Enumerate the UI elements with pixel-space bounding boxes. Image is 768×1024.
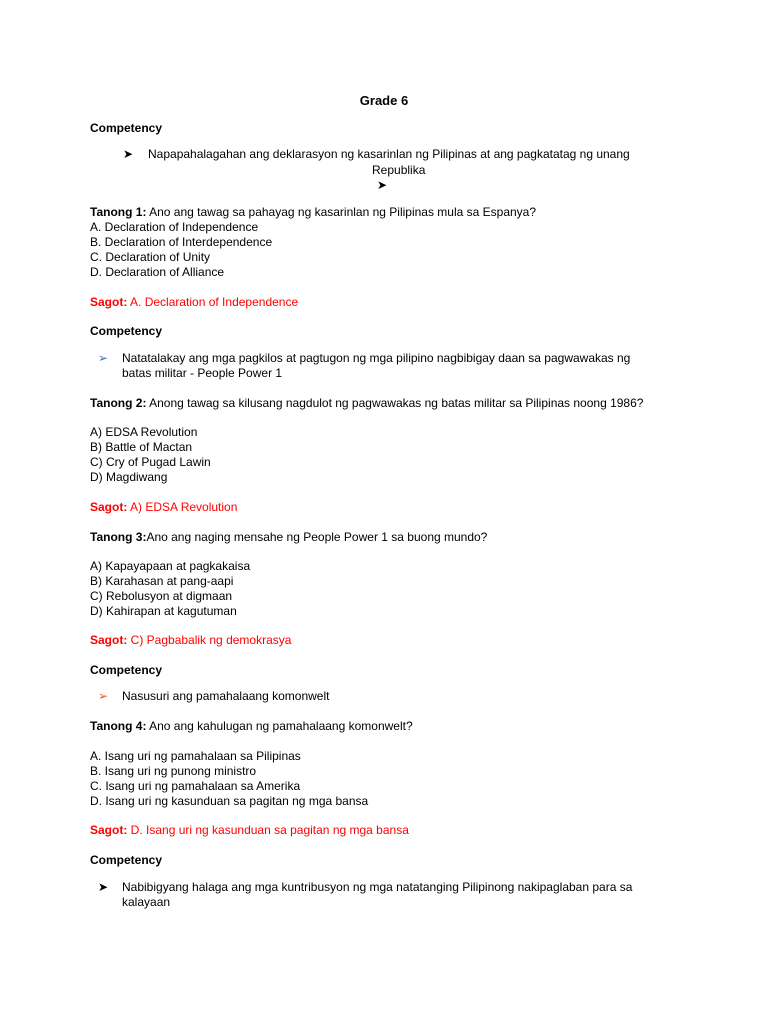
question-text: Ano ang tawag sa pahayag ng kasarinlan ng Pilipinas mula sa Espanya? — [146, 205, 537, 219]
choice: C) Cry of Pugad Lawin — [90, 455, 211, 469]
choice: C. Declaration of Unity — [90, 250, 211, 264]
competency-text: Nabibigyang halaga ang mga kuntribusyon ng mga natatanging Pilipinong nakipaglaban para sa — [122, 880, 633, 894]
answer — [90, 823, 409, 838]
competency-heading: Competency — [90, 853, 163, 867]
choice: A) EDSA Revolution — [90, 425, 198, 439]
question-text: Anong tawag sa kilusang nagdulot ng pagwawakas ng batas militar sa Pilipinas noong 1986? — [146, 396, 644, 410]
question — [90, 205, 536, 220]
competency-text: Natatalakay ang mga pagkilos at pagtugon ng mga pilipino nagbibigay daan sa pagwawakas ng — [122, 351, 631, 365]
competency-text-cont: batas militar - People Power 1 — [122, 366, 283, 380]
question-label: Tanong 1: — [90, 205, 147, 219]
question-label: Tanong 4: — [90, 719, 147, 733]
answer — [90, 295, 298, 310]
answer-label: Sagot: — [90, 823, 128, 837]
choice: B) Battle of Mactan — [90, 440, 193, 454]
arrow-bullet-icon: ➤ — [98, 880, 109, 894]
answer-label: Sagot: — [90, 633, 128, 647]
question — [90, 719, 413, 734]
choice: D. Isang uri ng kasunduan sa pagitan ng mga bansa — [90, 794, 369, 808]
choice: B. Isang uri ng punong ministro — [90, 764, 257, 778]
choice: D) Magdiwang — [90, 470, 168, 484]
answer-label: Sagot: — [90, 295, 128, 309]
answer-text: A) EDSA Revolution — [127, 500, 238, 514]
question — [90, 396, 643, 411]
arrow-bullet-icon: ➢ — [98, 351, 109, 365]
arrow-bullet-icon: ➤ — [377, 178, 388, 192]
competency-heading: Competency — [90, 121, 163, 135]
choice: A. Isang uri ng pamahalaan sa Pilipinas — [90, 749, 301, 763]
competency-heading: Competency — [90, 663, 163, 677]
answer — [90, 500, 237, 515]
competency-text: Napapahalagahan ang deklarasyon ng kasarinlan ng Pilipinas at ang pagkatatag ng unang — [148, 147, 630, 161]
competency-text: Nasusuri ang pamahalaang komonwelt — [122, 689, 330, 703]
page-title: Grade 6 — [359, 93, 409, 108]
choice: D) Kahirapan at kagutuman — [90, 604, 237, 618]
competency-text-cont: Republika — [372, 163, 426, 177]
answer-text: C) Pagbabalik ng demokrasya — [127, 633, 292, 647]
question — [90, 530, 487, 545]
competency-heading: Competency — [90, 324, 163, 338]
question-label: Tanong 3: — [90, 530, 147, 544]
answer-text: D. Isang uri ng kasunduan sa pagitan ng mga bansa — [127, 823, 409, 837]
choice: B) Karahasan at pang-aapi — [90, 574, 234, 588]
competency-text-cont: kalayaan — [122, 895, 171, 909]
choice: B. Declaration of Interdependence — [90, 235, 273, 249]
choice: D. Declaration of Alliance — [90, 265, 225, 279]
choice: A. Declaration of Independence — [90, 220, 259, 234]
question-text: Ano ang kahulugan ng pamahalaang komonwelt? — [146, 719, 413, 733]
answer-label: Sagot: — [90, 500, 128, 514]
answer — [90, 633, 291, 648]
answer-text: A. Declaration of Independence — [127, 295, 299, 309]
question-text: Ano ang naging mensahe ng People Power 1 sa buong mundo? — [146, 530, 488, 544]
arrow-bullet-icon: ➤ — [123, 147, 134, 161]
question-label: Tanong 2: — [90, 396, 147, 410]
choice: C. Isang uri ng pamahalaan sa Amerika — [90, 779, 301, 793]
choice: A) Kapayapaan at pagkakaisa — [90, 559, 251, 573]
arrow-bullet-icon: ➢ — [98, 689, 109, 703]
choice: C) Rebolusyon at digmaan — [90, 589, 233, 603]
